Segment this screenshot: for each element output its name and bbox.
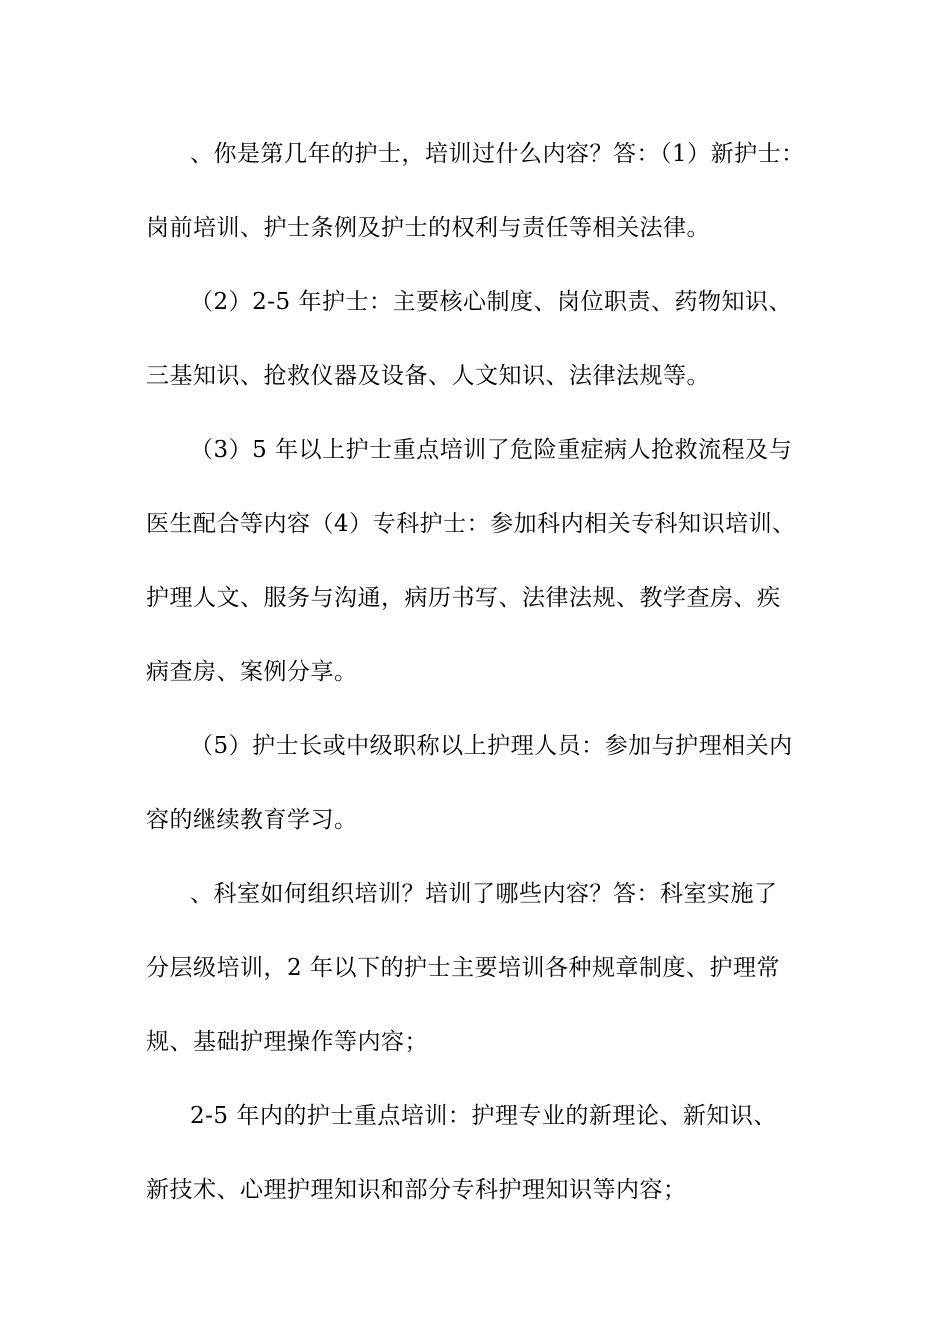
- text-line: 医生配合等内容（4）专科护士：参加科内相关专科知识培训、: [146, 511, 796, 537]
- text-line: 、科室如何组织培训？培训了哪些内容？答：科室实施了: [190, 881, 778, 907]
- text-line: 2-5 年内的护士重点培训：护理专业的新理论、新知识、: [190, 1103, 777, 1129]
- text-line: 规、基础护理操作等内容；: [146, 1029, 428, 1055]
- text-line: （3）5 年以上护士重点培训了危险重症病人抢救流程及与: [190, 437, 793, 463]
- text-line: 岗前培训、护士条例及护士的权利与责任等相关法律。: [146, 215, 710, 241]
- text-line: 、你是第几年的护士，培训过什么内容？答：（1）新护士：: [190, 141, 805, 167]
- text-line: （5）护士长或中级职称以上护理人员：参加与护理相关内: [190, 733, 793, 759]
- text-line: 容的继续教育学习。: [146, 807, 358, 833]
- text-line: 三基知识、抢救仪器及设备、人文知识、法律法规等。: [146, 363, 710, 389]
- text-line: （2）2-5 年护士：主要核心制度、岗位职责、药物知识、: [190, 289, 792, 315]
- text-line: 分层级培训，2 年以下的护士主要培训各种规章制度、护理常: [146, 955, 780, 981]
- text-line: 护理人文、服务与沟通，病历书写、法律法规、教学查房、疾: [146, 585, 781, 611]
- text-line: 新技术、心理护理知识和部分专科护理知识等内容；: [146, 1177, 687, 1203]
- text-line: 病查房、案例分享。: [146, 659, 358, 685]
